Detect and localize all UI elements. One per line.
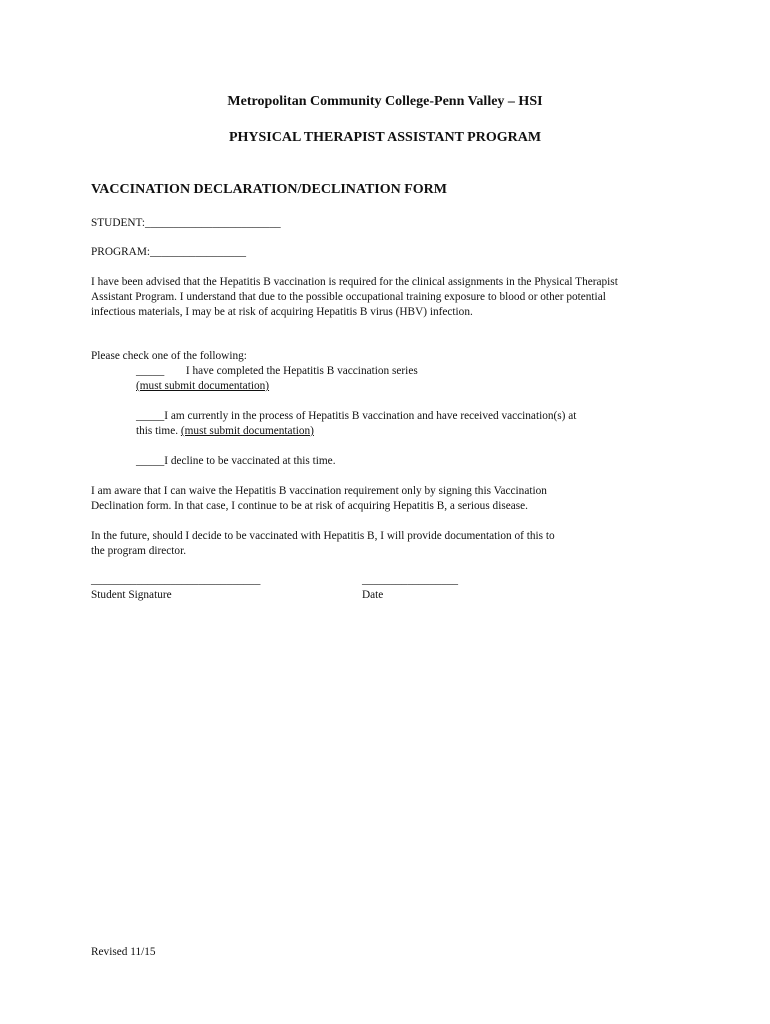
form-title: VACCINATION DECLARATION/DECLINATION FORM (91, 182, 447, 197)
date-label: Date (362, 589, 384, 601)
future-line-2: the program director. (91, 545, 187, 557)
option-in-progress-text-cont: this time. (136, 425, 181, 437)
intro-line-3: infectious materials, I may be at risk of acquiring Hepatitis B virus (HBV) infection. (91, 306, 473, 318)
program-heading: PHYSICAL THERAPIST ASSISTANT PROGRAM (228, 130, 542, 145)
option-decline-blank[interactable]: _____ (136, 455, 165, 467)
option-decline (136, 454, 336, 469)
option-completed-text: I have completed the Hepatitis B vaccination series (185, 365, 418, 377)
option-in-progress-blank[interactable]: _____ (136, 410, 165, 422)
option-in-progress-text: I am currently in the process of Hepatitis B vaccination and have received vaccination(s) at (164, 410, 577, 422)
date-line[interactable]: _________________ (362, 574, 459, 586)
future-line-1: In the future, should I decide to be vaccinated with Hepatitis B, I will provide documentation of this to (91, 530, 555, 542)
student-blank[interactable]: ________________________ (145, 217, 281, 229)
option-completed-note: (must submit documentation) (136, 380, 270, 392)
options-prompt: Please check one of the following: (91, 350, 247, 362)
option-decline-text: I decline to be vaccinated at this time. (164, 455, 336, 467)
intro-line-2: Assistant Program. I understand that due to the possible occupational training exposure to blood or other potential (91, 291, 606, 303)
waiver-line-2: Declination form. In that case, I continue to be at risk of acquiring Hepatitis B, a serious disease. (91, 500, 528, 512)
signature-line[interactable]: ______________________________ (91, 574, 261, 586)
student-label: STUDENT: (91, 217, 146, 229)
revised-footer: Revised 11/15 (91, 946, 156, 958)
option-in-progress-cont (136, 424, 314, 439)
college-heading: Metropolitan Community College-Penn Valley – HSI (227, 94, 543, 109)
program-label: PROGRAM: (91, 246, 151, 258)
signature-label: Student Signature (91, 589, 172, 601)
option-completed-blank[interactable]: _____ (136, 365, 165, 377)
program-blank[interactable]: _________________ (150, 246, 247, 258)
option-in-progress-note: (must submit documentation) (180, 425, 314, 437)
option-in-progress (136, 409, 576, 424)
program-field (91, 245, 246, 260)
intro-line-1: I have been advised that the Hepatitis B vaccination is required for the clinical assignments in the Physical Therapist (91, 276, 618, 288)
option-completed (136, 364, 418, 379)
student-field (91, 216, 281, 231)
waiver-line-1: I am aware that I can waive the Hepatitis B vaccination requirement only by signing this Vaccination (91, 485, 547, 497)
